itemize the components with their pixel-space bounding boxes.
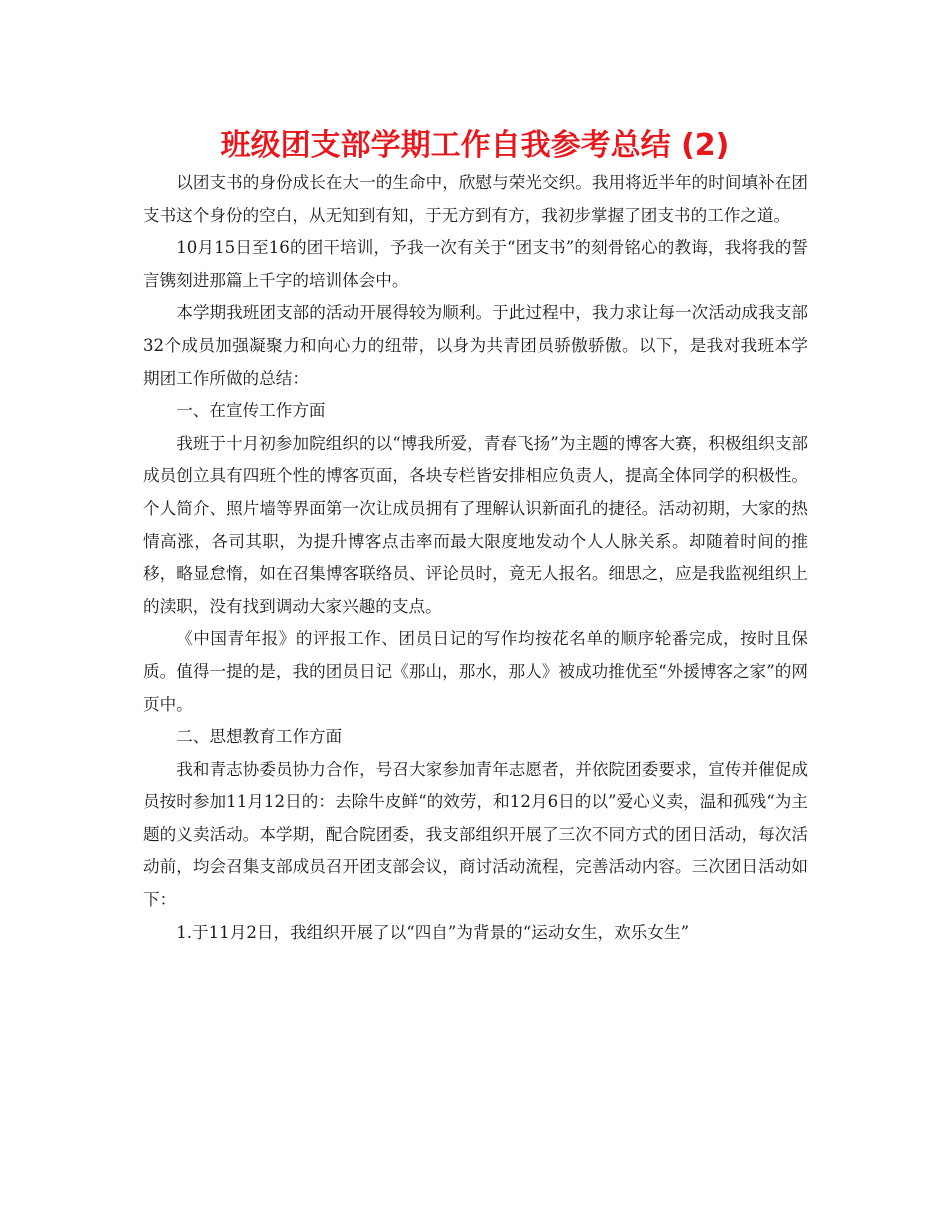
paragraph-newspaper-review: 《中国青年报》的评报工作、团员日记的写作均按花名单的顺序轮番完成，按时且保质。值得一提的是，我的团员日记《那山，那水，那人》被成功推优至“外援博客之家”的网页中。 [143,629,808,714]
section-heading-ideology: 二、思想教育工作方面 [176,727,343,747]
list-item-activity-1: 1.于11月2日，我组织开展了以“四自”为背景的“运动女生，欢乐女生” [176,922,690,942]
section-heading-publicity: 一、在宣传工作方面 [176,401,326,421]
paragraph-volunteer: 我和青志协委员协力合作，号召大家参加青年志愿者，并依院团委要求，宣传并催促成员按时参加11月12日的：去除牛皮鲜“的效劳，和12月6日的以”爱心义卖，温和孤残“为主题的义卖活动。本学期，配合院团委，我支部组织开展了三次不同方式的团日活动，每次活动前，均会召集支部成员召开团支部会议，商讨活动流程，完善活动内容。三次团日活动如下： [143,759,808,910]
document-body [143,167,808,949]
paragraph-overview: 本学期我班团支部的活动开展得较为顺利。于此过程中，我力求让每一次活动成我支部32个成员加强凝聚力和向心力的纽带，以身为共青团员骄傲骄傲。以下，是我对我班本学期团工作所做的总结： [143,303,808,388]
paragraph-intro: 以团支书的身份成长在大一的生命中，欣慰与荣光交织。我用将近半年的时间填补在团支书这个身份的空白，从无知到有知，于无方到有方，我初步掌握了团支书的工作之道。 [143,173,808,225]
paragraph-training: 10月15日至16的团干培训，予我一次有关于“团支书”的刻骨铭心的教诲，我将我的誓言镌刻进那篇上千字的培训体会中。 [143,238,808,290]
paragraph-blog-contest: 我班于十月初参加院组织的以“博我所爱，青春飞扬”为主题的博客大赛，积极组织支部成员创立具有四班个性的博客页面，各块专栏皆安排相应负责人，提高全体同学的积极性。个人简介、照片墙等界面第一次让成员拥有了理解认识新面孔的捷径。活动初期，大家的热情高涨，各司其职，为提升博客点击率而最大限度地发动个人人脉关系。却随着时间的推移，略显怠惰，如在召集博客联络员、评论员时，竟无人报名。细思之，应是我监视组织上的渎职，没有找到调动大家兴趣的支点。 [143,433,808,616]
document-title: 班级团支部学期工作自我参考总结 (2) [220,128,730,163]
